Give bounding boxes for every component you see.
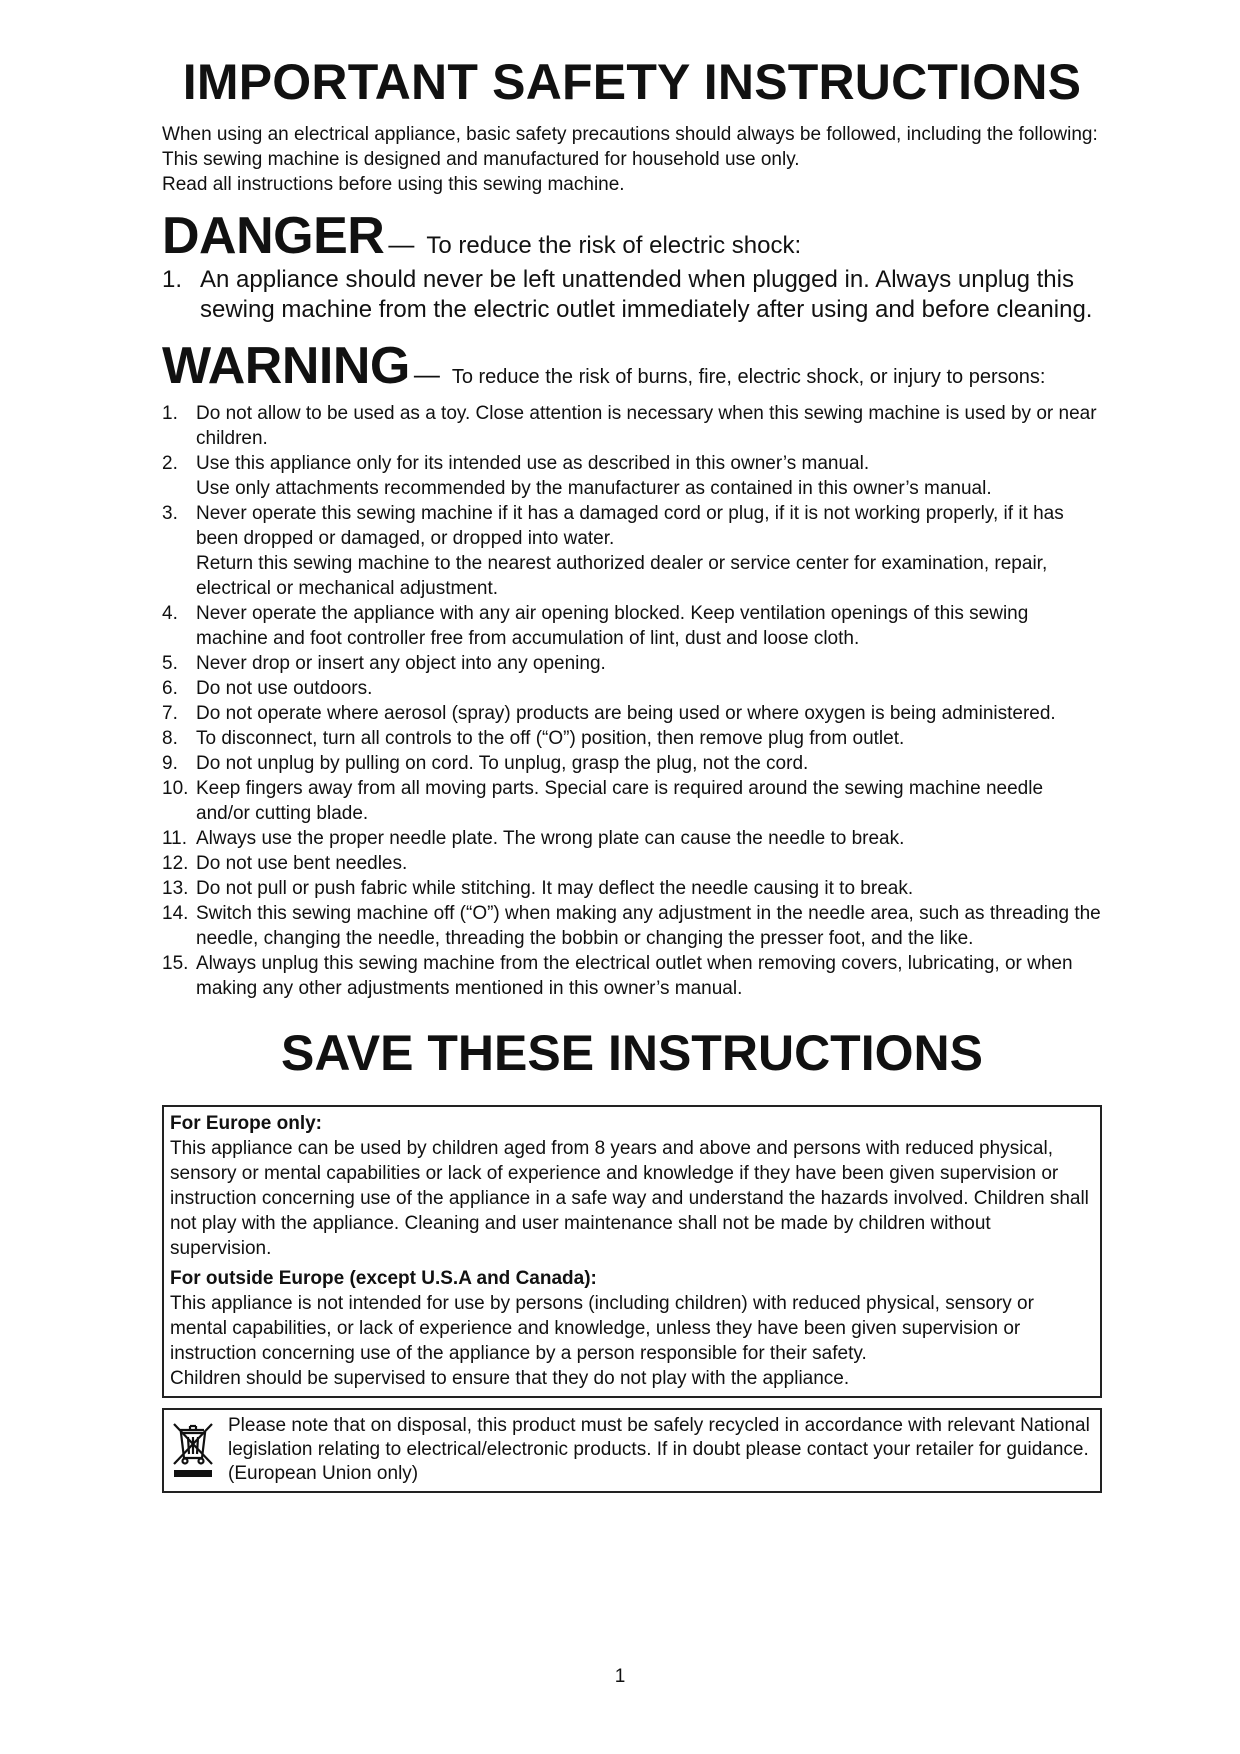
list-item [162, 501, 1102, 601]
outside-europe-heading: For outside Europe (except U.S.A and Canada): [170, 1268, 597, 1289]
warning-subtitle: To reduce the risk of burns, fire, electric shock, or injury to persons: [451, 366, 1046, 388]
danger-header [162, 207, 1102, 265]
list-item [162, 901, 1102, 951]
item-number: 5. [162, 653, 178, 674]
item-extra-text: Return this sewing machine to the nearest authorized dealer or service center for examination, repair, electrical or mechanical adjustment. [196, 553, 1048, 599]
recycling-notice-box [162, 1408, 1102, 1493]
intro-line: When using an electrical appliance, basic safety precautions should always be followed, including the following: [162, 124, 1098, 145]
item-text: Never drop or insert any object into any opening. [196, 653, 606, 674]
save-instructions-heading: SAVE THESE INSTRUCTIONS [281, 1025, 983, 1081]
item-text: Switch this sewing machine off (“O”) when making any adjustment in the needle area, such as threading the needle, changing the needle, threading the bobbin or changing the presser foot, and the like. [196, 903, 1101, 949]
item-number: 2. [162, 453, 178, 474]
item-text: Keep fingers away from all moving parts. Special care is required around the sewing machine needle and/or cutting blade. [196, 778, 1044, 824]
crossed-out-wheelie-bin-icon [170, 1420, 216, 1485]
age-notice-box [162, 1105, 1102, 1398]
item-number: 9. [162, 753, 178, 774]
list-item [162, 601, 1102, 651]
danger-heading: DANGER [162, 207, 385, 265]
item-text: An appliance should never be left unattended when plugged in. Always unplug this sewing machine from the electric outlet immediately after using and before cleaning. [200, 266, 1093, 323]
item-text: Never operate the appliance with any air opening blocked. Keep ventilation openings of this sewing machine and foot controller free from accumulation of lint, dust and loose cloth. [196, 603, 1029, 649]
item-number: 8. [162, 728, 178, 749]
danger-list [162, 265, 1102, 325]
list-item [162, 826, 1102, 851]
item-number: 6. [162, 678, 178, 699]
warning-dash: — [413, 359, 440, 389]
list-item [162, 701, 1102, 726]
recycling-text: Please note that on disposal, this product must be safely recycled in accordance with relevant National legislation relating to electrical/electronic products. If in doubt please contact your retailer for guidance. (European Union only) [228, 1415, 1090, 1484]
item-extra-text: Use only attachments recommended by the manufacturer as contained in this owner’s manual. [196, 478, 992, 499]
item-text: Do not unplug by pulling on cord. To unplug, grasp the plug, not the cord. [196, 753, 809, 774]
item-number: 14. [162, 903, 189, 924]
list-item [162, 451, 1102, 501]
list-item [162, 726, 1102, 751]
item-number: 1. [162, 403, 178, 424]
item-text: Do not use bent needles. [196, 853, 408, 874]
list-item [162, 851, 1102, 876]
item-text: Never operate this sewing machine if it has a damaged cord or plug, if it is not working properly, if it has been dropped or damaged, or dropped into water. [196, 503, 1064, 549]
danger-dash: — [388, 229, 415, 259]
intro-line: This sewing machine is designed and manufactured for household use only. [162, 149, 800, 170]
item-number: 3. [162, 503, 178, 524]
item-text: Do not allow to be used as a toy. Close attention is necessary when this sewing machine is used by or near children. [196, 403, 1097, 449]
warning-heading: WARNING [162, 337, 410, 395]
list-item [162, 951, 1102, 1001]
list-item [162, 265, 1102, 325]
outside-europe-text: This appliance is not intended for use by persons (including children) with reduced physical, sensory or mental capabilities, or lack of experience and knowledge, unless they have been given supervision or instruction concerning use of the appliance by a person responsible for their safety. [170, 1293, 1034, 1364]
outside-europe-text-2: Children should be supervised to ensure that they do not play with the appliance. [170, 1368, 850, 1389]
europe-heading: For Europe only: [170, 1113, 322, 1134]
item-number: 11. [162, 828, 188, 849]
item-text: Do not operate where aerosol (spray) products are being used or where oxygen is being administered. [196, 703, 1056, 724]
item-text: Always use the proper needle plate. The wrong plate can cause the needle to break. [196, 828, 905, 849]
item-number: 1. [162, 266, 183, 293]
item-number: 15. [162, 953, 189, 974]
item-number: 12. [162, 853, 189, 874]
list-item [162, 676, 1102, 701]
item-text: Use this appliance only for its intended use as described in this owner’s manual. [196, 453, 870, 474]
intro-paragraphs [162, 122, 1102, 197]
warning-header [162, 337, 1102, 395]
manual-page [162, 52, 1102, 1493]
item-number: 13. [162, 878, 189, 899]
item-number: 4. [162, 603, 178, 624]
europe-text: This appliance can be used by children aged from 8 years and above and persons with reduced physical, sensory or mental capabilities or lack of experience and knowledge if they have been given supervision or instruction concerning use of the appliance in a safe way and understand the hazards involved. Children shall not play with the appliance. Cleaning and user maintenance shall not be made by children without supervision. [170, 1138, 1089, 1259]
danger-subtitle: To reduce the risk of electric shock: [426, 232, 802, 259]
item-text: Do not pull or push fabric while stitching. It may deflect the needle causing it to break. [196, 878, 914, 899]
page-number: 1 [614, 1666, 626, 1687]
page-title: IMPORTANT SAFETY INSTRUCTIONS [182, 54, 1082, 110]
warning-list [162, 401, 1102, 1001]
intro-line: Read all instructions before using this sewing machine. [162, 174, 625, 195]
item-text: To disconnect, turn all controls to the off (“O”) position, then remove plug from outlet. [196, 728, 905, 749]
item-text: Always unplug this sewing machine from the electrical outlet when removing covers, lubricating, or when making any other adjustments mentioned in this owner’s manual. [196, 953, 1073, 999]
list-item [162, 876, 1102, 901]
item-number: 7. [162, 703, 178, 724]
item-text: Do not use outdoors. [196, 678, 373, 699]
list-item [162, 751, 1102, 776]
item-number: 10. [162, 778, 189, 799]
list-item [162, 401, 1102, 451]
list-item [162, 651, 1102, 676]
list-item [162, 776, 1102, 826]
